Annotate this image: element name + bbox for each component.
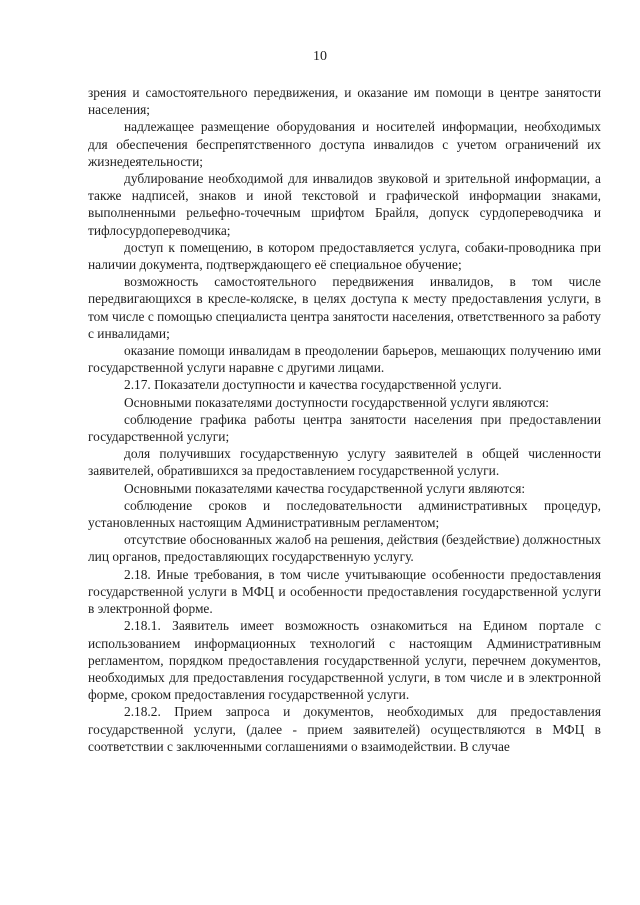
paragraph-guide-dog-access: доступ к помещению, в котором предоставляется услуга, собаки-проводника при наличии документа, подтверждающего её специальное обучение; bbox=[88, 239, 601, 273]
paragraph-information-duplication: дублирование необходимой для инвалидов звуковой и зрительной информации, а также надписей, знаков и иной текстовой и графической информации знаками, выполненными рельефно-точечным шрифтом Брайля, допуск сурдопереводчика и тифлосурдопереводчика; bbox=[88, 171, 601, 238]
paragraph-no-complaints: отсутствие обоснованных жалоб на решения, действия (бездействие) должностных лиц органов, предоставляющих государственную услугу. bbox=[88, 532, 601, 565]
paragraph-2-18-2: 2.18.2. Прием запроса и документов, необходимых для предоставления государственной услуги, (далее - прием заявителей) осуществляются в МФЦ в соответствии с заключенными соглашениями о взаимодействии. В случае bbox=[88, 704, 601, 754]
paragraph-continuation: зрения и самостоятельного передвижения, и оказание им помощи в центре занятости населения; bbox=[88, 85, 601, 118]
body-text bbox=[88, 84, 601, 755]
paragraph-schedule-compliance: соблюдение графика работы центра занятости населения при предоставлении государственной услуги; bbox=[88, 411, 601, 445]
paragraph-equipment-placement: надлежащее размещение оборудования и носителей информации, необходимых для обеспечения беспрепятственного доступа инвалидов с учетом ограничений их жизнедеятельности; bbox=[88, 119, 601, 169]
paragraph-barrier-assistance: оказание помощи инвалидам в преодолении барьеров, мешающих получению ими государственной услуги наравне с другими лицами. bbox=[88, 343, 601, 376]
paragraph-accessibility-indicators: Основными показателями доступности государственной услуги являются: bbox=[124, 394, 550, 410]
paragraph-applicant-share: доля получивших государственную услугу заявителей в общей численности заявителей, обратившихся за предоставлением государственной услуги. bbox=[88, 446, 601, 479]
section-heading-2-17: 2.17. Показатели доступности и качества государственной услуги. bbox=[124, 377, 502, 393]
paragraph-independent-movement: возможность самостоятельного передвижения инвалидов, в том числе передвигающихся в кресле-коляске, в целях доступа к месту предоставления услуги, в том числе с помощью специалиста центра занятости населения, ответственного за работу с инвалидами; bbox=[88, 274, 601, 341]
paragraph-quality-indicators: Основными показателями качества государственной услуги являются: bbox=[124, 480, 526, 496]
paragraph-2-18-1: 2.18.1. Заявитель имеет возможность ознакомиться на Едином портале с использованием информационных технологий с настоящим Административным регламентом, порядком предоставления государственной услуги, перечнем документов, необходимых для предоставления государственной услуги, в том числе и в электронной форме, сроком предоставления государственной услуги. bbox=[88, 618, 601, 703]
section-heading-2-18: 2.18. Иные требования, в том числе учитывающие особенности предоставления государственной услуги в МФЦ и особенности предоставления государственной услуги в электронной форме. bbox=[88, 566, 601, 617]
paragraph-deadline-compliance: соблюдение сроков и последовательности административных процедур, установленных настоящим Административным регламентом; bbox=[88, 497, 601, 531]
page-number: 10 bbox=[313, 49, 327, 64]
